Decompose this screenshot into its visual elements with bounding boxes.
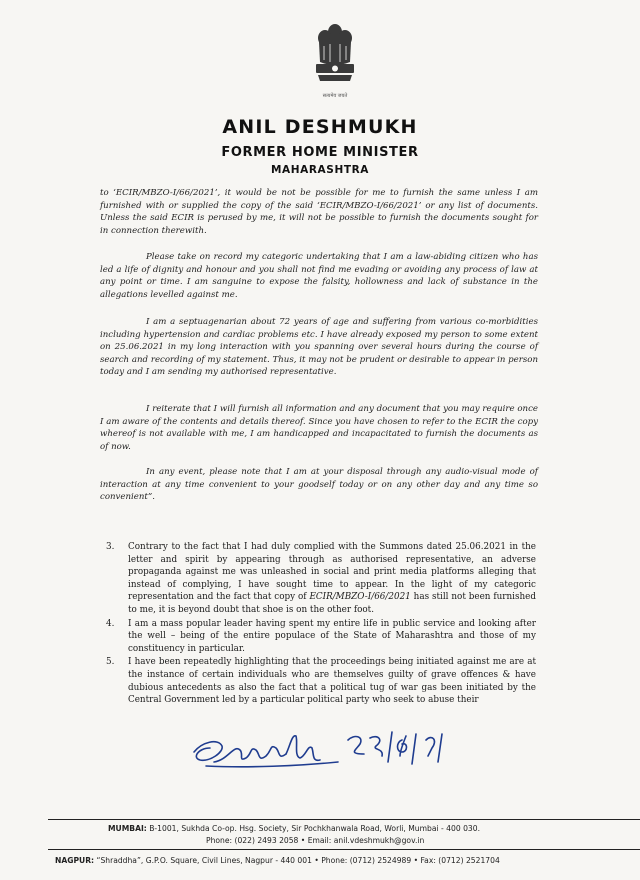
point-number: 5.	[106, 657, 115, 668]
footer-mumbai-address: MUMBAI: B-1001, Sukhda Co-op. Hsg. Society, Sir Pochkhanwala Road, Worli, Mumbai - 400 030.	[108, 824, 480, 833]
footer-nagpur-address: NAGPUR: “Shraddha”, G.P.O. Square, Civil Lines, Nagpur - 440 001 • Phone: (0712) 2524989 • Fax: (0712) 2521704	[55, 856, 500, 865]
list-item	[106, 618, 536, 656]
footer-mumbai-contact: Phone: (022) 2493 2058 • Email: anil.vdeshmukh@gov.in	[206, 836, 425, 845]
footer-divider	[48, 849, 640, 850]
state-emblem-logo	[310, 18, 360, 96]
letterhead-title: FORMER HOME MINISTER	[221, 145, 419, 160]
point-text: I am a mass popular leader having spent my entire life in public service and looking after the well – being of the entire populace of the State of Maharashtra and those of my constituency in particular.	[128, 618, 536, 654]
letterhead-name: ANIL DESHMUKH	[222, 116, 418, 138]
ecir-reference: ECIR/MBZO-I/66/2021	[309, 592, 411, 603]
list-item	[106, 656, 536, 706]
emblem-caption: सत्यमेव जयते	[322, 93, 348, 99]
point-text-continued: has still not been furnished to me, it is beyond doubt that shoe is on the other foot.	[128, 592, 536, 615]
quoted-paragraph: In any event, please note that I am at your disposal through any audio-visual mode of interaction at any time convenient to your goodself today or on any other day and any time so convenient”.	[100, 467, 538, 503]
quoted-paragraph: to ‘ECIR/MBZO-I/66/2021’, it would be not be possible for me to furnish the same unless I am furnished with or supplied the copy of the said ‘ECIR/MBZO-I/66/2021’ or any list of documents. Unless the said ECIR is perused by me, it will not be possible to furnish the documents sought for in connection therewith.	[100, 188, 538, 236]
point-number: 3.	[106, 542, 115, 552]
footer-divider	[48, 819, 640, 820]
point-text: Contrary to the fact that I had duly complied with the Summons dated 25.06.2021 in the letter and spirit by appearing through as authorised representative, an adverse propaganda against me was unleashed in social and print media platforms alleging that instead of complying, I have sought time to appear. In the light of my categoric representation and the fact that copy of	[128, 542, 536, 603]
list-item	[106, 541, 536, 617]
handwritten-signature	[188, 722, 458, 778]
point-text: I have been repeatedly highlighting that the proceedings being initiated against me are at the instance of certain individuals who are themselves guilty of grave offences & have dubious antecedents as also the fact that a political tug of war gas been initiated by the Central Government led by a particular political party who seek to abuse their	[128, 657, 536, 706]
quoted-paragraph: I am a septuagenarian about 72 years of age and suffering from various co-morbidities including hypertension and cardiac problems etc. I have already exposed my person to some extent on 25.06.2021 in my long interaction with you spanning over several hours during the course of search and recording of my statement. Thus, it may not be prudent or desirable to appear in person today and I am sending my authorised representative.	[100, 317, 538, 378]
point-number: 4.	[106, 618, 115, 629]
numbered-points	[106, 541, 536, 708]
quoted-paragraph: Please take on record my categoric undertaking that I am a law-abiding citizen who has led a life of dignity and honour and you shall not find me evading or avoiding any process of law at any point or time. I am sanguine to expose the falsity, hollowness and lack of substance in the allegations levelled against me.	[100, 252, 538, 300]
letterhead-state: MAHARASHTRA	[270, 164, 370, 176]
quoted-paragraph: I reiterate that I will furnish all information and any document that you may require once I am aware of the contents and details thereof. Since you have chosen to refer to the ECIR the copy whereof is not available with me, I am handicapped and incapacitated to furnish the documents as of now.	[100, 404, 538, 452]
